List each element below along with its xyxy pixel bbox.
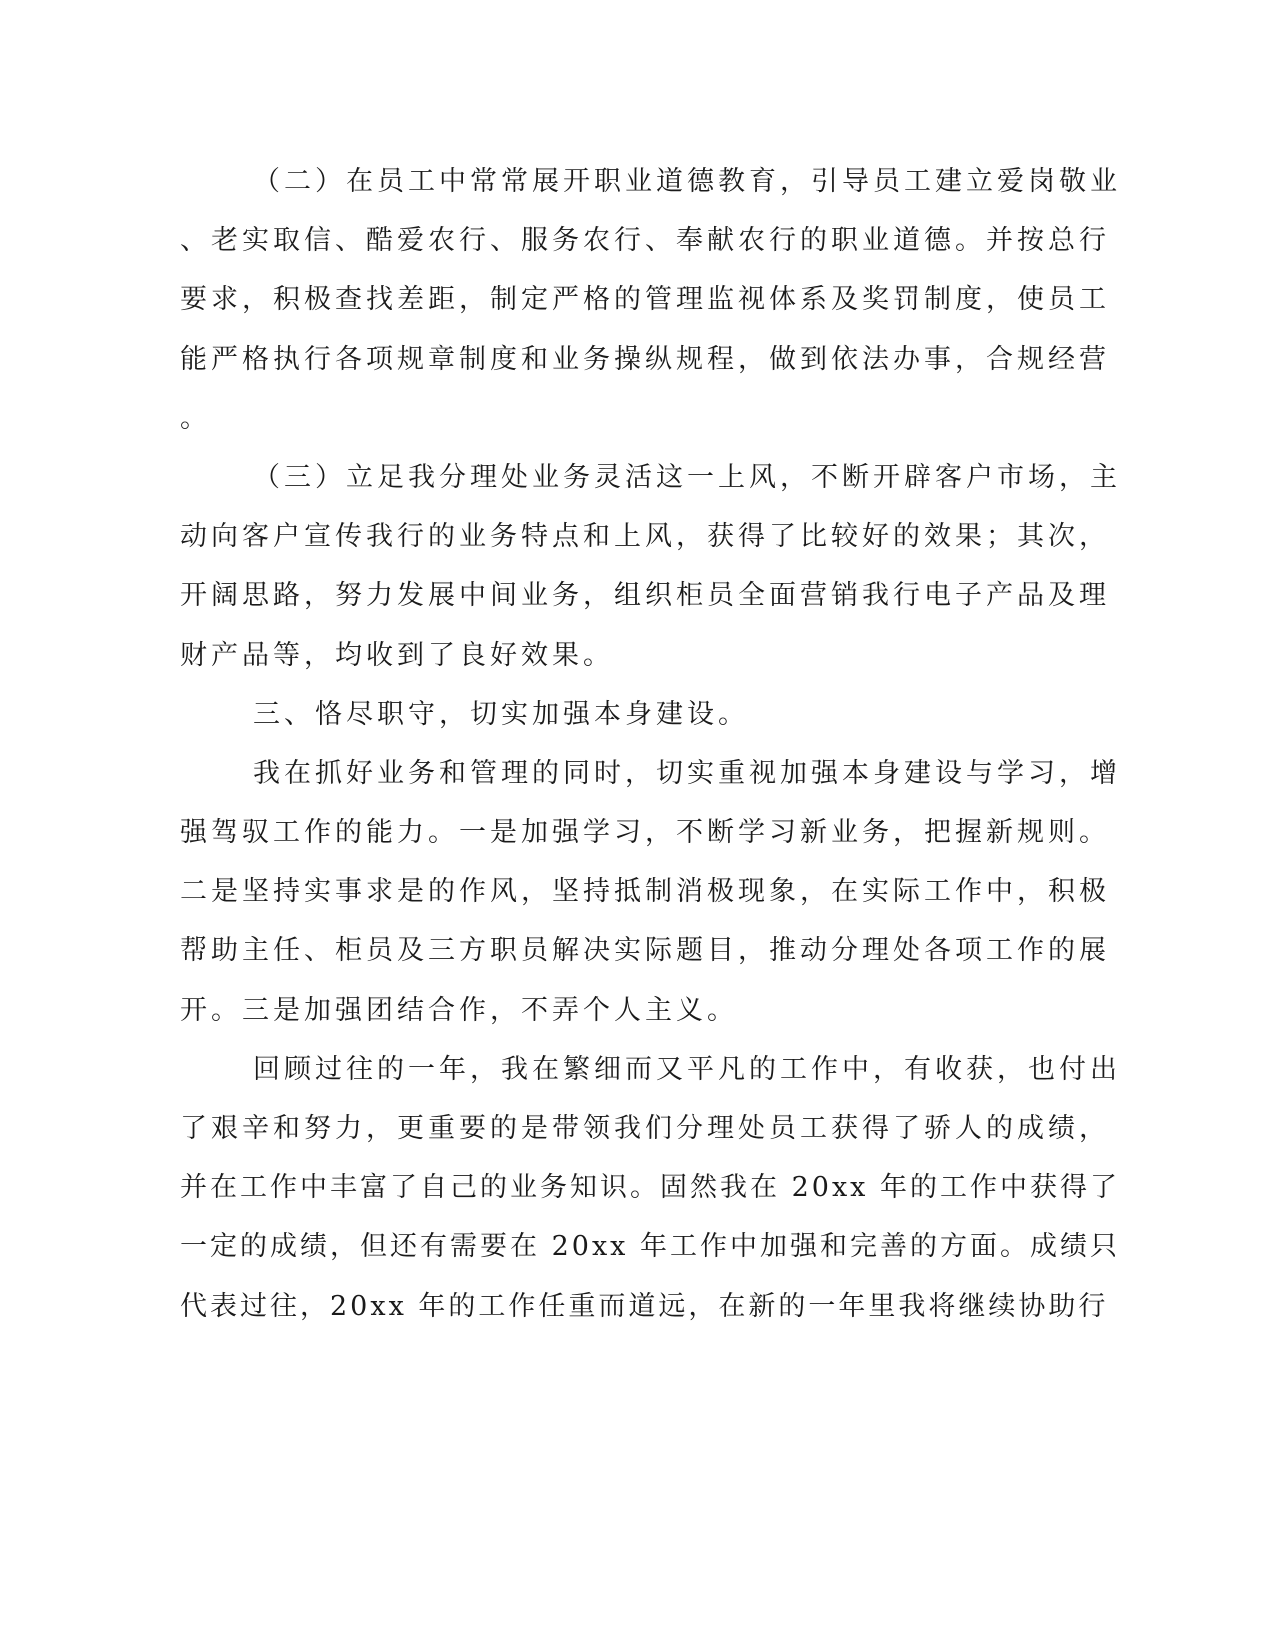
paragraph-line: 、老实取信、酷爱农行、服务农行、奉献农行的职业道德。并按总行 — [180, 225, 1110, 257]
paragraph-line: 动向客户宣传我行的业务特点和上风，获得了比较好的效果；其次， — [180, 521, 1110, 553]
paragraph-line: 财产品等，均收到了良好效果。 — [180, 639, 614, 671]
paragraph-line: 二是坚持实事求是的作风，坚持抵制消极现象，在实际工作中，积极 — [180, 876, 1110, 908]
section-heading: 三、恪尽职守，切实加强本身建设。 — [253, 698, 749, 730]
paragraph-line: 帮助主任、柜员及三方职员解决实际题目，推动分理处各项工作的展 — [180, 935, 1110, 967]
paragraph-line: 代表过往，20xx 年的工作任重而道远，在新的一年里我将继续协助行 — [180, 1290, 1109, 1322]
paragraph-line: 我在抓好业务和管理的同时，切实重视加强本身建设与学习，增 — [253, 757, 1121, 789]
paragraph-line: 回顾过往的一年，我在繁细而又平凡的工作中，有收获，也付出 — [253, 1053, 1121, 1085]
paragraph-line: 。 — [180, 402, 211, 434]
paragraph-line: 要求，积极查找差距，制定严格的管理监视体系及奖罚制度，使员工 — [180, 284, 1110, 316]
document-body — [180, 152, 1121, 1336]
paragraph-line: 了艰辛和努力，更重要的是带领我们分理处员工获得了骄人的成绩， — [180, 1113, 1110, 1144]
paragraph-line: 开。三是加强团结合作，不弄个人主义。 — [180, 994, 738, 1026]
paragraph-line: （二）在员工中常常展开职业道德教育，引导员工建立爱岗敬业 — [253, 166, 1121, 197]
paragraph-line: 一定的成绩，但还有需要在 20xx 年工作中加强和完善的方面。成绩只 — [180, 1231, 1120, 1263]
paragraph-line: 开阔思路，努力发展中间业务，组织柜员全面营销我行电子产品及理 — [180, 580, 1110, 612]
paragraph-line: （三）立足我分理处业务灵活这一上风，不断开辟客户市场，主 — [253, 461, 1121, 493]
paragraph-line: 强驾驭工作的能力。一是加强学习，不断学习新业务，把握新规则。 — [180, 817, 1110, 849]
paragraph-line: 并在工作中丰富了自己的业务知识。固然我在 20xx 年的工作中获得了 — [180, 1172, 1120, 1204]
paragraph-line: 能严格执行各项规章制度和业务操纵规程，做到依法办事，合规经营 — [180, 343, 1110, 375]
